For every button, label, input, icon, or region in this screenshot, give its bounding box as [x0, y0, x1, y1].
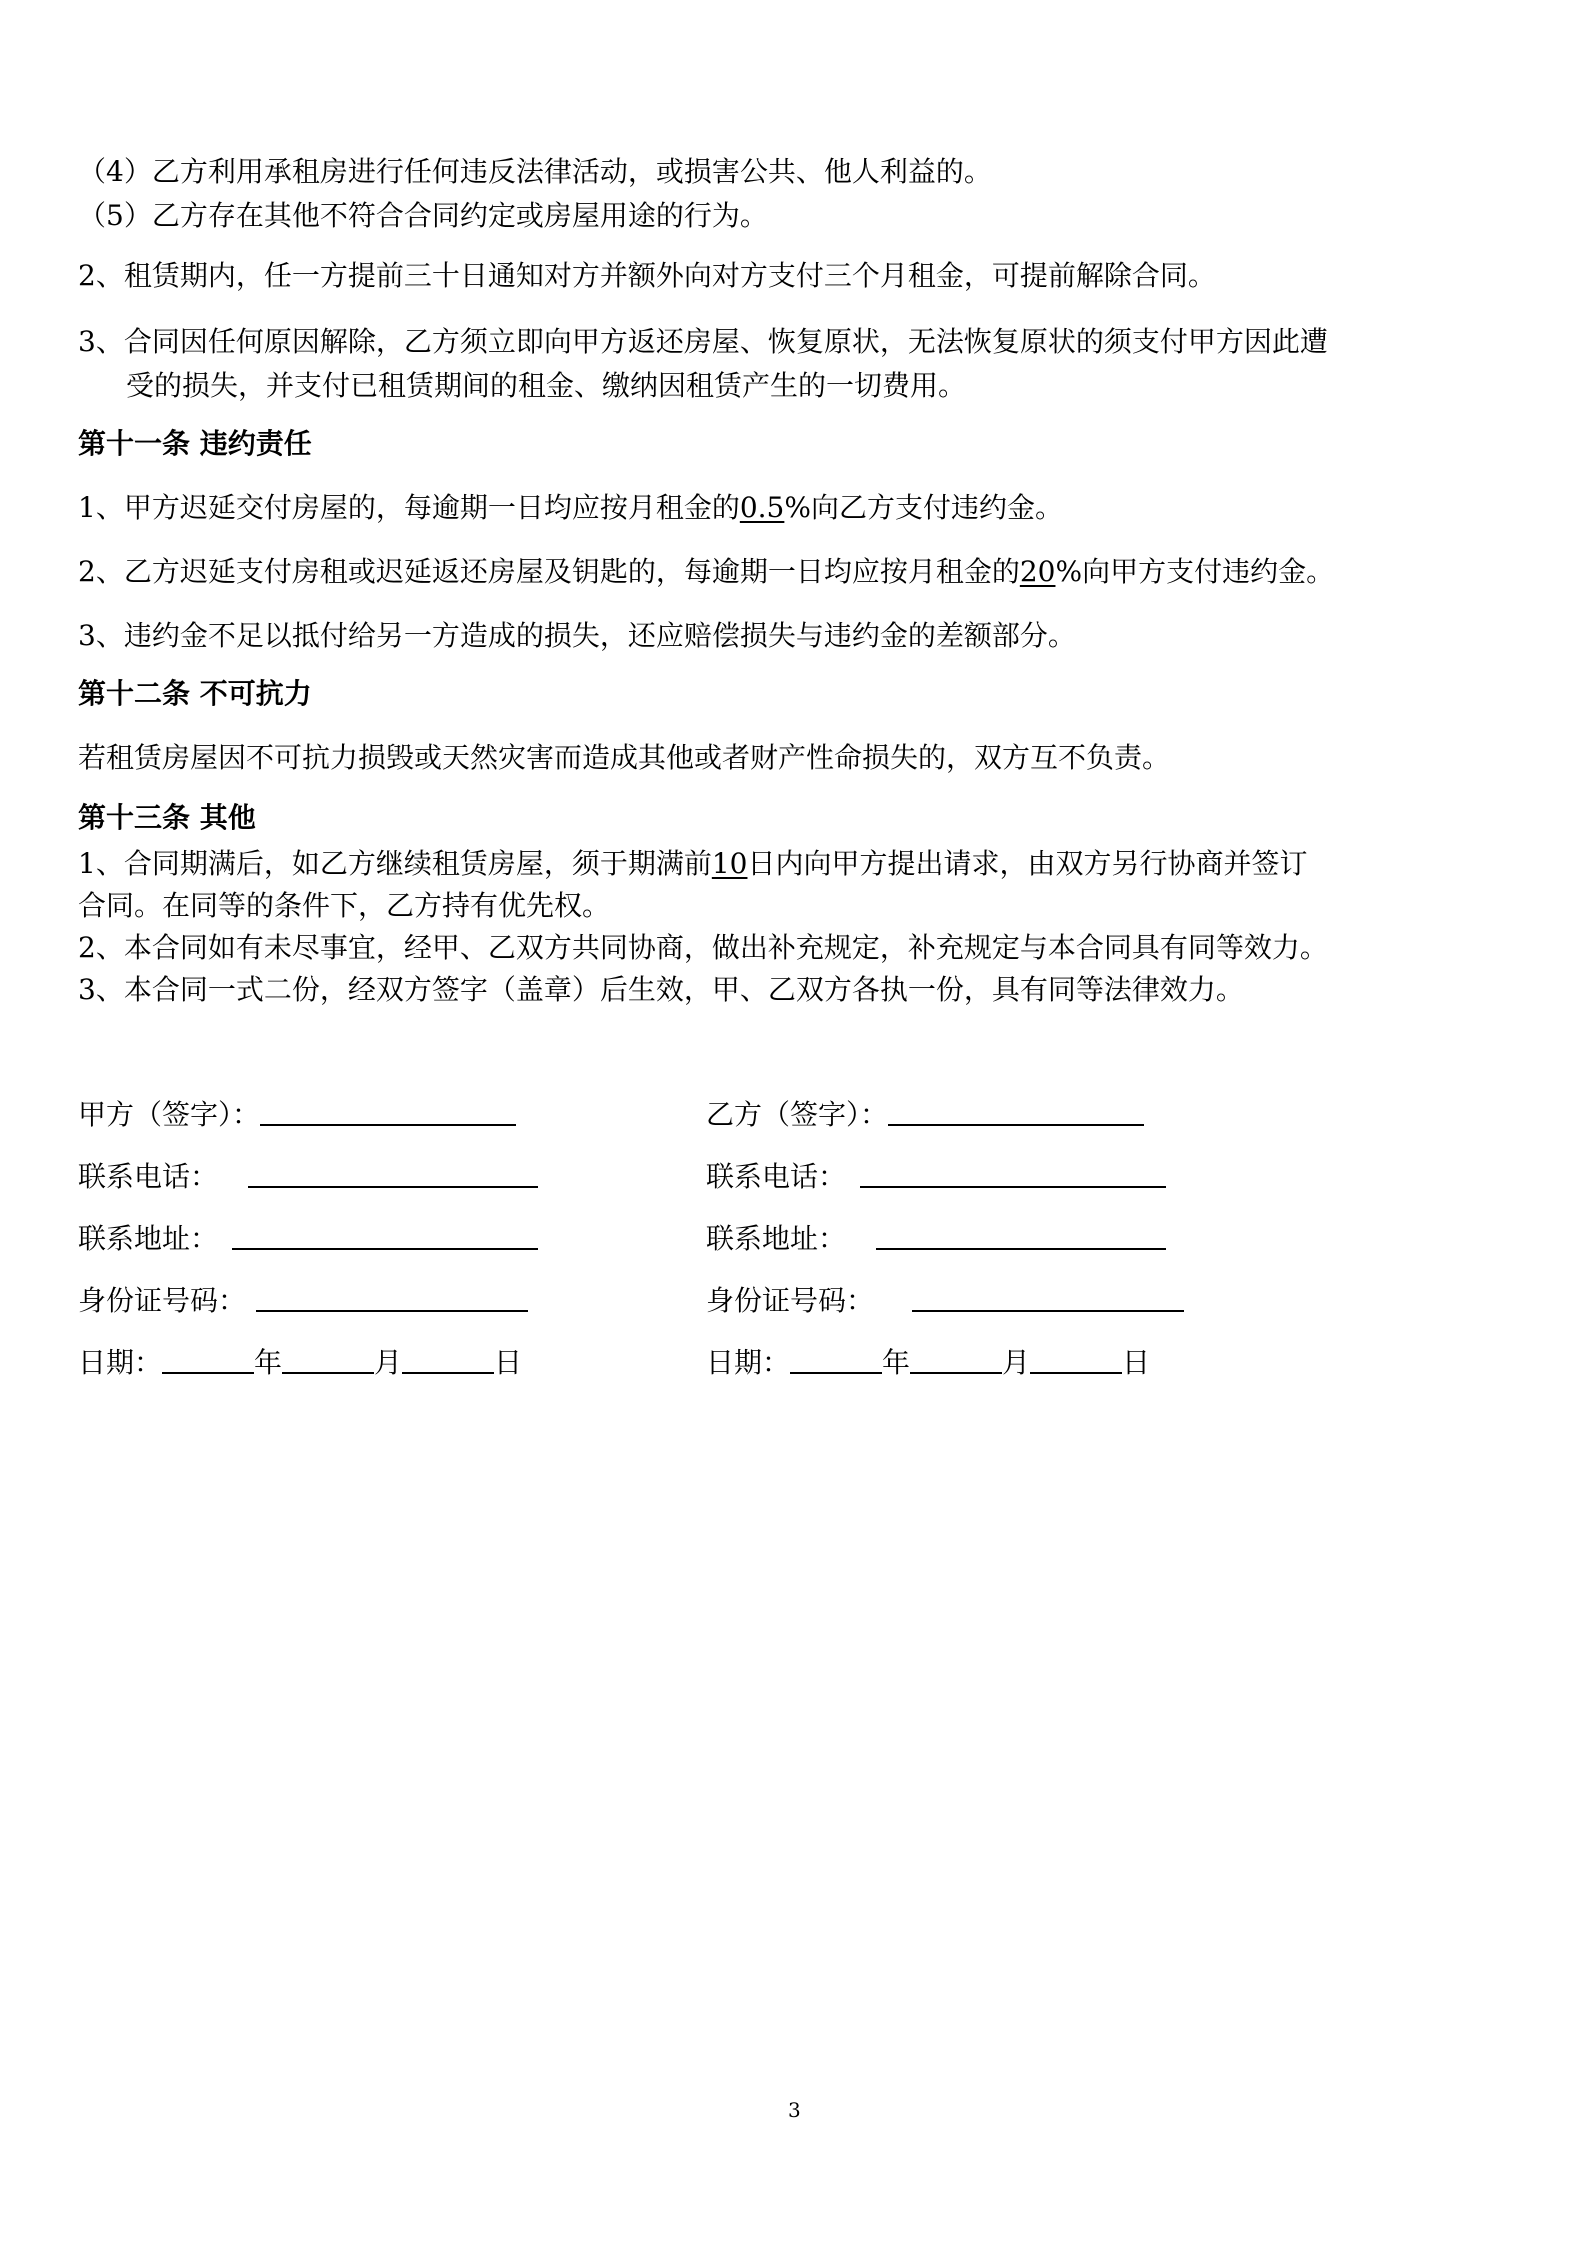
party-b-id-label: 身份证号码： — [706, 1284, 875, 1317]
article-11-clause-1-suffix: %向乙方支付违约金。 — [784, 491, 1063, 524]
party-a-year-field[interactable] — [162, 1342, 254, 1374]
party-b-address-row — [706, 1218, 1166, 1259]
article-11-clause-1-text: 1、甲方迟延交付房屋的，每逾期一日均应按月租金的 — [78, 491, 740, 524]
article-13-clause-3: 3、本合同一式二份，经双方签字（盖章）后生效，甲、乙双方各执一份，具有同等法律效力。 — [78, 973, 1244, 1006]
article-12-body: 若租赁房屋因不可抗力损毁或天然灾害而造成其他或者财产性命损失的，双方互不负责。 — [78, 741, 1171, 774]
party-a-month-label: 月 — [374, 1346, 403, 1379]
party-b-date-row — [706, 1342, 1150, 1383]
renewal-notice-days-value: 10 — [711, 847, 748, 880]
party-b-id-field[interactable] — [912, 1280, 1184, 1312]
article-13-clause-1-suffix: 日内向甲方提出请求，由双方另行协商并签订 — [747, 847, 1308, 880]
party-a-year-label: 年 — [254, 1346, 283, 1379]
article-13-clause-1 — [78, 844, 1307, 884]
article-13-clause-1-text: 1、合同期满后，如乙方继续租赁房屋，须于期满前 — [78, 847, 712, 880]
termination-item-5: （5）乙方存在其他不符合合同约定或房屋用途的行为。 — [78, 199, 768, 232]
party-b-year-field[interactable] — [790, 1342, 882, 1374]
party-b-date-label: 日期： — [706, 1346, 791, 1379]
party-a-month-field[interactable] — [282, 1342, 374, 1374]
party-b-phone-row — [706, 1156, 1166, 1197]
party-a-address-label: 联系地址： — [78, 1222, 219, 1255]
party-b-address-label: 联系地址： — [706, 1222, 847, 1255]
party-a-day-label: 日 — [494, 1346, 523, 1379]
party-a-phone-field[interactable] — [248, 1156, 538, 1188]
party-a-date-label: 日期： — [78, 1346, 163, 1379]
late-delivery-rate-value: 0.5 — [739, 491, 785, 524]
party-b-phone-label: 联系电话： — [706, 1160, 847, 1193]
article-11-title: 第十一条 违约责任 — [78, 427, 312, 460]
article-13-title: 第十三条 其他 — [78, 801, 256, 834]
termination-clause-3-line-2: 受的损失，并支付已租赁期间的租金、缴纳因租赁产生的一切费用。 — [126, 369, 967, 402]
party-b-day-field[interactable] — [1030, 1342, 1122, 1374]
party-a-date-row — [78, 1342, 522, 1383]
page-number: 3 — [788, 2098, 801, 2122]
party-a-phone-row — [78, 1156, 538, 1197]
termination-item-4: （4）乙方利用承租房进行任何违反法律活动，或损害公共、他人利益的。 — [78, 155, 992, 188]
termination-clause-3-line-1: 3、合同因任何原因解除，乙方须立即向甲方返还房屋、恢复原状，无法恢复原状的须支付甲方因此遭 — [78, 325, 1328, 358]
party-a-sign-field[interactable] — [260, 1094, 516, 1126]
article-12-title: 第十二条 不可抗力 — [78, 677, 312, 710]
article-11-clause-2-text: 2、乙方迟延支付房租或迟延返还房屋及钥匙的，每逾期一日均应按月租金的 — [78, 555, 1020, 588]
party-a-id-row — [78, 1280, 528, 1321]
party-b-sign-label: 乙方（签字）： — [706, 1098, 889, 1131]
party-b-year-label: 年 — [882, 1346, 911, 1379]
termination-clause-2: 2、租赁期内，任一方提前三十日通知对方并额外向对方支付三个月租金，可提前解除合同。 — [78, 259, 1216, 292]
late-payment-rate-value: 20 — [1019, 555, 1056, 588]
party-a-address-row — [78, 1218, 538, 1259]
party-b-day-label: 日 — [1122, 1346, 1151, 1379]
party-a-day-field[interactable] — [402, 1342, 494, 1374]
article-11-clause-2 — [78, 552, 1334, 592]
party-a-sign-label: 甲方（签字）： — [78, 1098, 261, 1131]
party-a-phone-label: 联系电话： — [78, 1160, 219, 1193]
party-b-id-row — [706, 1280, 1184, 1321]
article-13-clause-2: 2、本合同如有未尽事宜，经甲、乙双方共同协商，做出补充规定，补充规定与本合同具有同等效力。 — [78, 931, 1328, 964]
party-a-id-field[interactable] — [256, 1280, 528, 1312]
article-13-clause-1-line-2: 合同。在同等的条件下，乙方持有优先权。 — [78, 889, 611, 922]
party-b-sign-field[interactable] — [888, 1094, 1144, 1126]
party-b-address-field[interactable] — [876, 1218, 1166, 1250]
party-a-address-field[interactable] — [232, 1218, 538, 1250]
party-b-sign-row — [706, 1094, 1144, 1135]
article-11-clause-3: 3、违约金不足以抵付给另一方造成的损失，还应赔偿损失与违约金的差额部分。 — [78, 619, 1076, 652]
article-11-clause-2-suffix: %向甲方支付违约金。 — [1055, 555, 1335, 588]
party-b-month-label: 月 — [1002, 1346, 1031, 1379]
party-b-phone-field[interactable] — [860, 1156, 1166, 1188]
party-a-id-label: 身份证号码： — [78, 1284, 247, 1317]
party-b-month-field[interactable] — [910, 1342, 1002, 1374]
article-11-clause-1 — [78, 488, 1063, 528]
party-a-sign-row — [78, 1094, 516, 1135]
